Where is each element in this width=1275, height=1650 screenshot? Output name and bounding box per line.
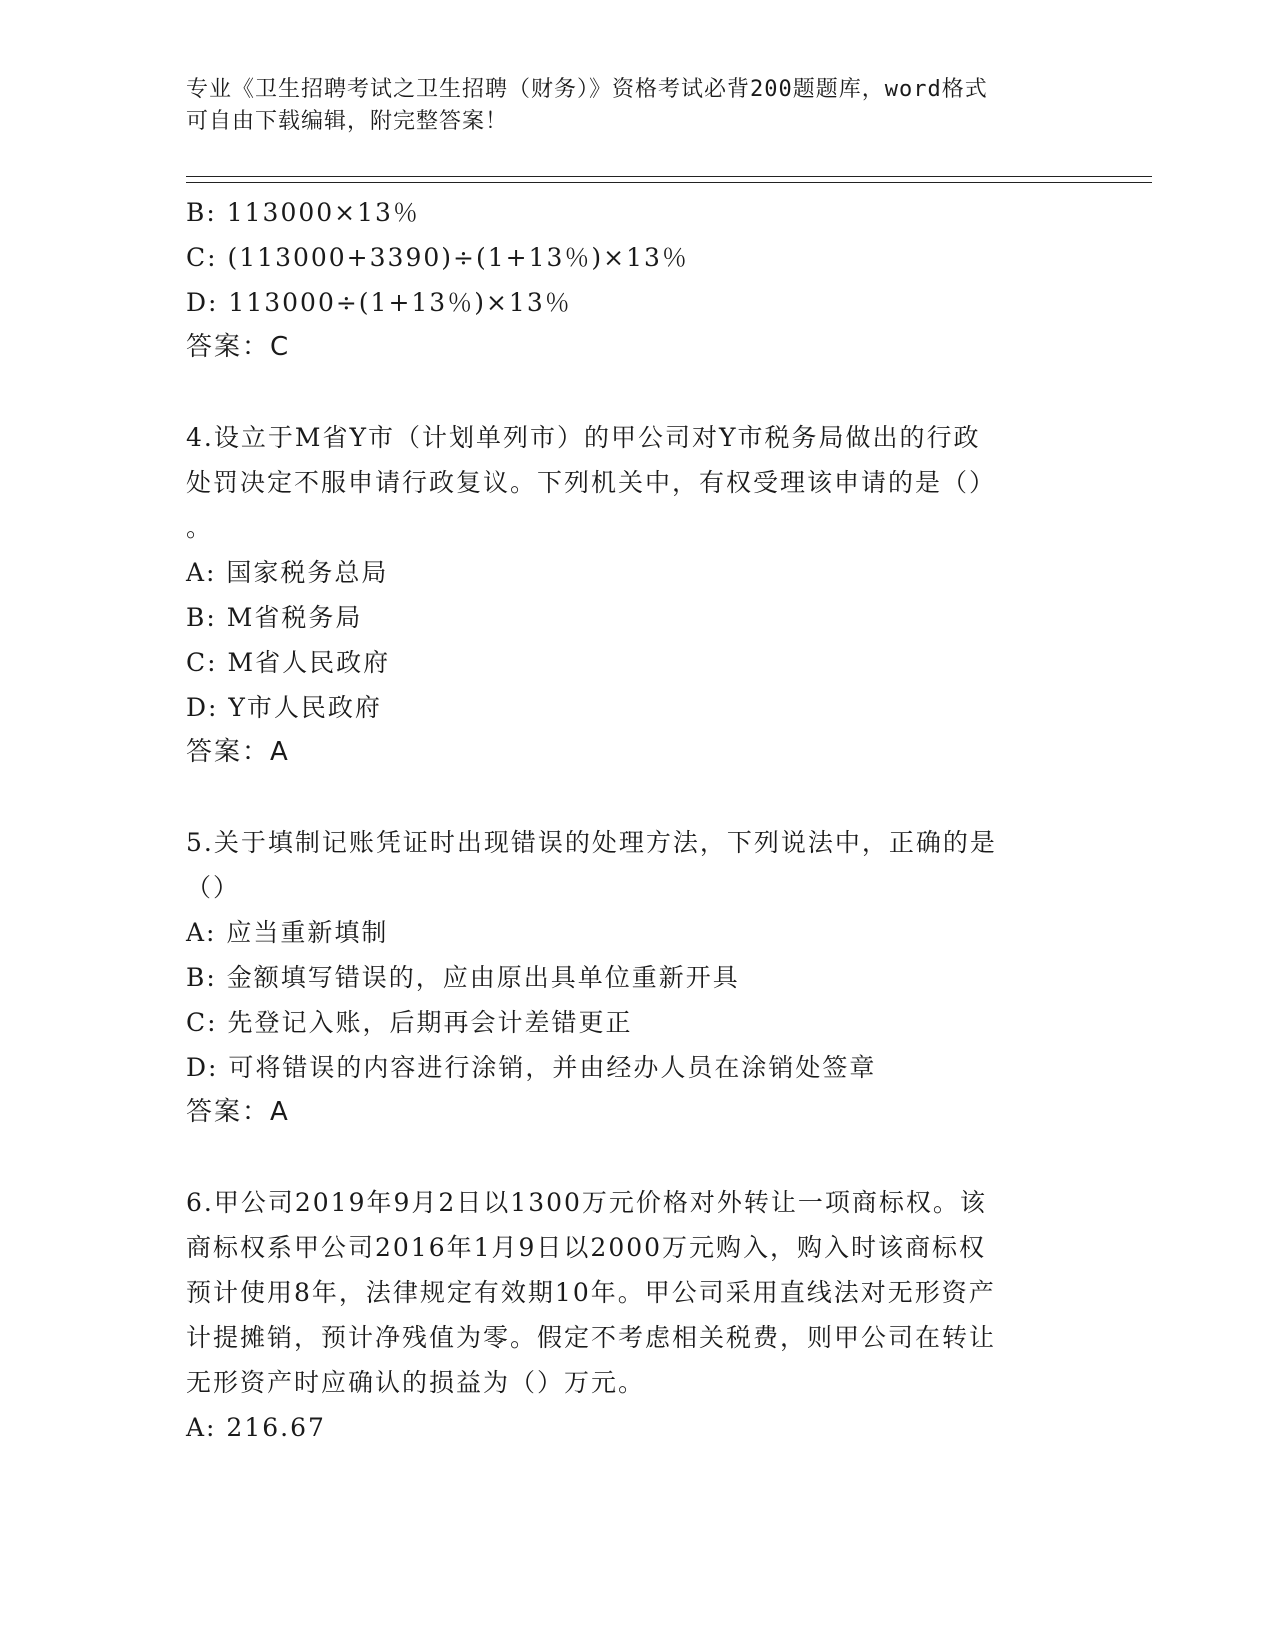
header-divider-bottom — [186, 182, 1152, 183]
answer: 答案：A — [186, 737, 290, 767]
option-a: A: 应当重新填制 — [186, 918, 389, 947]
question-6 — [186, 1180, 1086, 1450]
option-d: D: 可将错误的内容进行涂销，并由经办人员在涂销处签章 — [186, 1053, 877, 1082]
document-body — [186, 190, 1086, 1450]
header-line-1: 专业《卫生招聘考试之卫生招聘（财务）》资格考试必背200题题库，word格式 — [186, 77, 988, 102]
option-d: D: Y市人民政府 — [186, 693, 382, 722]
option-a: A: 216.67 — [186, 1413, 326, 1442]
spacer — [186, 370, 1086, 415]
question-4 — [186, 415, 1086, 775]
question-stem: 预计使用8年，法律规定有效期10年。甲公司采用直线法对无形资产 — [186, 1278, 996, 1307]
option-b: B: 113000×13％ — [186, 198, 420, 227]
question-stem: 5.关于填制记账凭证时出现错误的处理方法，下列说法中，正确的是 — [186, 828, 997, 857]
question-stem: 6.甲公司2019年9月2日以1300万元价格对外转让一项商标权。该 — [186, 1188, 987, 1217]
header-line-2: 可自由下载编辑，附完整答案！ — [186, 109, 509, 134]
question-stem: 处罚决定不服申请行政复议。下列机关中，有权受理该申请的是（） — [186, 468, 997, 497]
question-5 — [186, 820, 1086, 1135]
question-stem: 计提摊销，预计净残值为零。假定不考虑相关税费，则甲公司在转让 — [186, 1323, 997, 1352]
question-stem: 商标权系甲公司2016年1月9日以2000万元购入，购入时该商标权 — [186, 1233, 987, 1262]
spacer — [186, 1135, 1086, 1180]
option-c: C: 先登记入账，后期再会计差错更正 — [186, 1008, 633, 1037]
spacer — [186, 775, 1086, 820]
option-d: D: 113000÷(1+13％)×13％ — [186, 288, 572, 317]
option-b: B: M省税务局 — [186, 603, 363, 632]
question-3-tail — [186, 190, 1086, 370]
question-stem: 4.设立于M省Y市（计划单列市）的甲公司对Y市税务局做出的行政 — [186, 423, 981, 452]
question-stem: 无形资产时应确认的损益为（）万元。 — [186, 1368, 646, 1397]
page-header — [186, 74, 1086, 138]
option-c: C: M省人民政府 — [186, 648, 391, 677]
question-stem: （） — [186, 873, 241, 902]
option-b: B: 金额填写错误的，应由原出具单位重新开具 — [186, 963, 740, 992]
answer: 答案：A — [186, 1097, 290, 1127]
answer: 答案：C — [186, 332, 291, 362]
header-divider-top — [186, 176, 1152, 177]
option-c: C: (113000+3390)÷(1+13％)×13％ — [186, 243, 689, 272]
question-stem: 。 — [186, 513, 214, 542]
option-a: A: 国家税务总局 — [186, 558, 389, 587]
